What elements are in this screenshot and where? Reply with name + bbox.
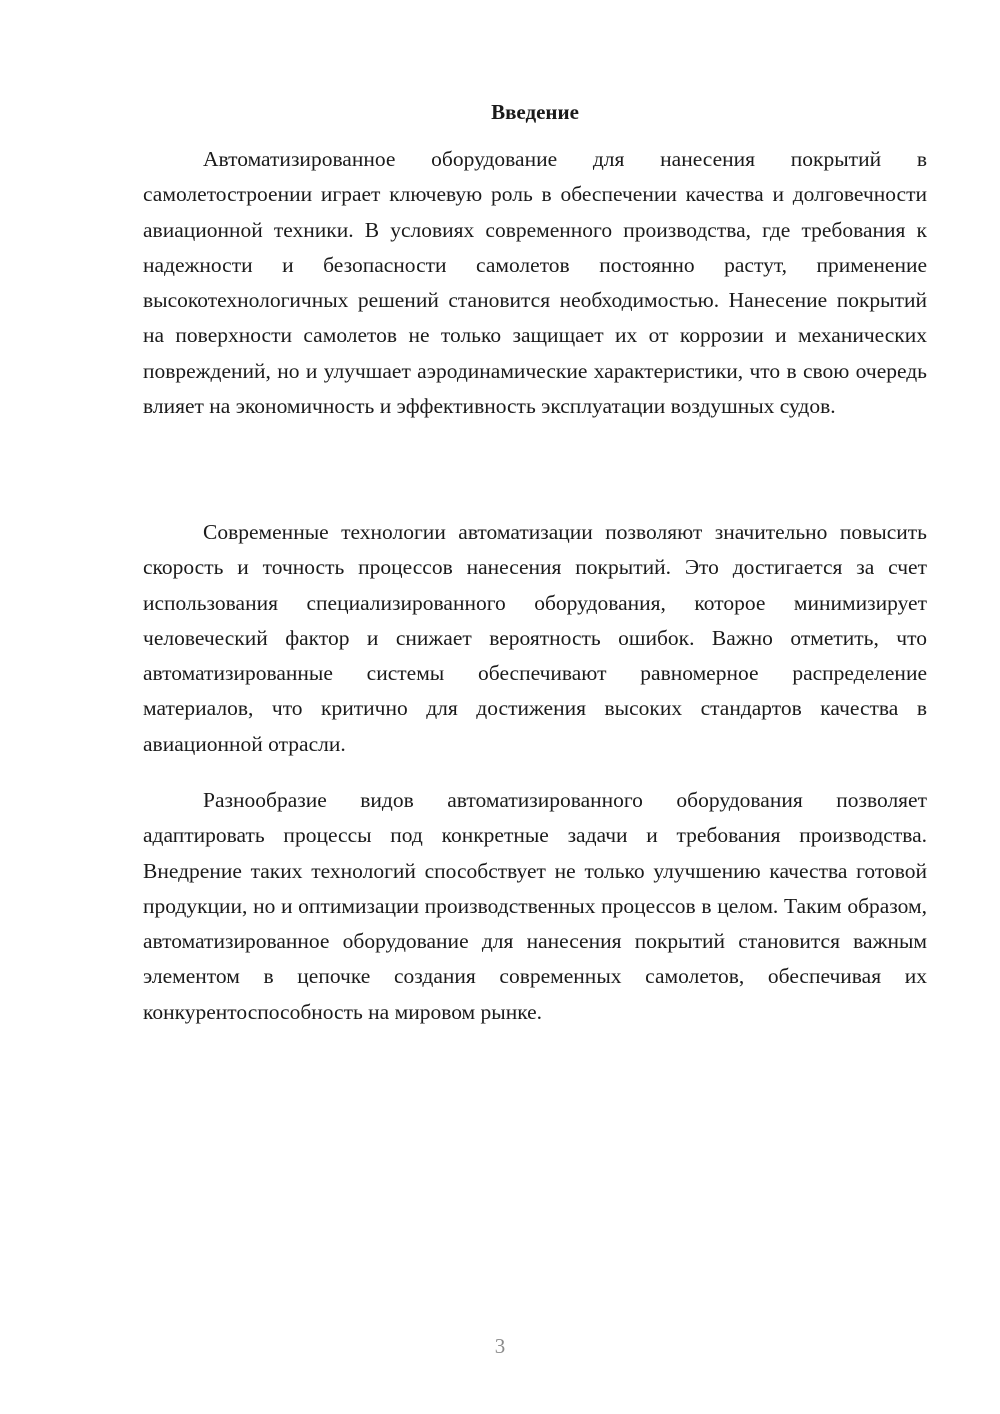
paragraph-3: Разнообразие видов автоматизированного оборудования позволяет адаптировать процессы под конкретные задачи и требования производства. Внедрение таких технологий способствует не только улучшению качества готовой продукции, но и оптимизации производственных процессов в целом. Таким образом, автоматизированное оборудование для нанесения покрытий становится важным элементом в цепочке создания современных самолетов, обеспечивая их конкурентоспособность на мировом рынке. [143,788,927,1024]
page-number: 3 [494,1334,506,1358]
paragraph-2: Современные технологии автоматизации позволяют значительно повысить скорость и точность процессов нанесения покрытий. Это достигается за счет использования специализированного оборудования, которое минимизирует человеческий фактор и снижает вероятность ошибок. Важно отметить, что автоматизированные системы обеспечивают равномерное распределение материалов, что критично для достижения высоких стандартов качества в авиационной отрасли. [143,520,927,756]
paragraph-1: Автоматизированное оборудование для нанесения покрытий в самолетостроении играет ключевую роль в обеспечении качества и долговечности авиационной техники. В условиях современного производства, где требования к надежности и безопасности самолетов постоянно растут, применение высокотехнологичных решений становится необходимостью. Нанесение покрытий на поверхности самолетов не только защищает их от коррозии и механических повреждений, но и улучшает аэродинамические характеристики, что в свою очередь влияет на экономичность и эффективность эксплуатации воздушных судов. [143,147,927,419]
section-title: Введение [491,100,579,124]
